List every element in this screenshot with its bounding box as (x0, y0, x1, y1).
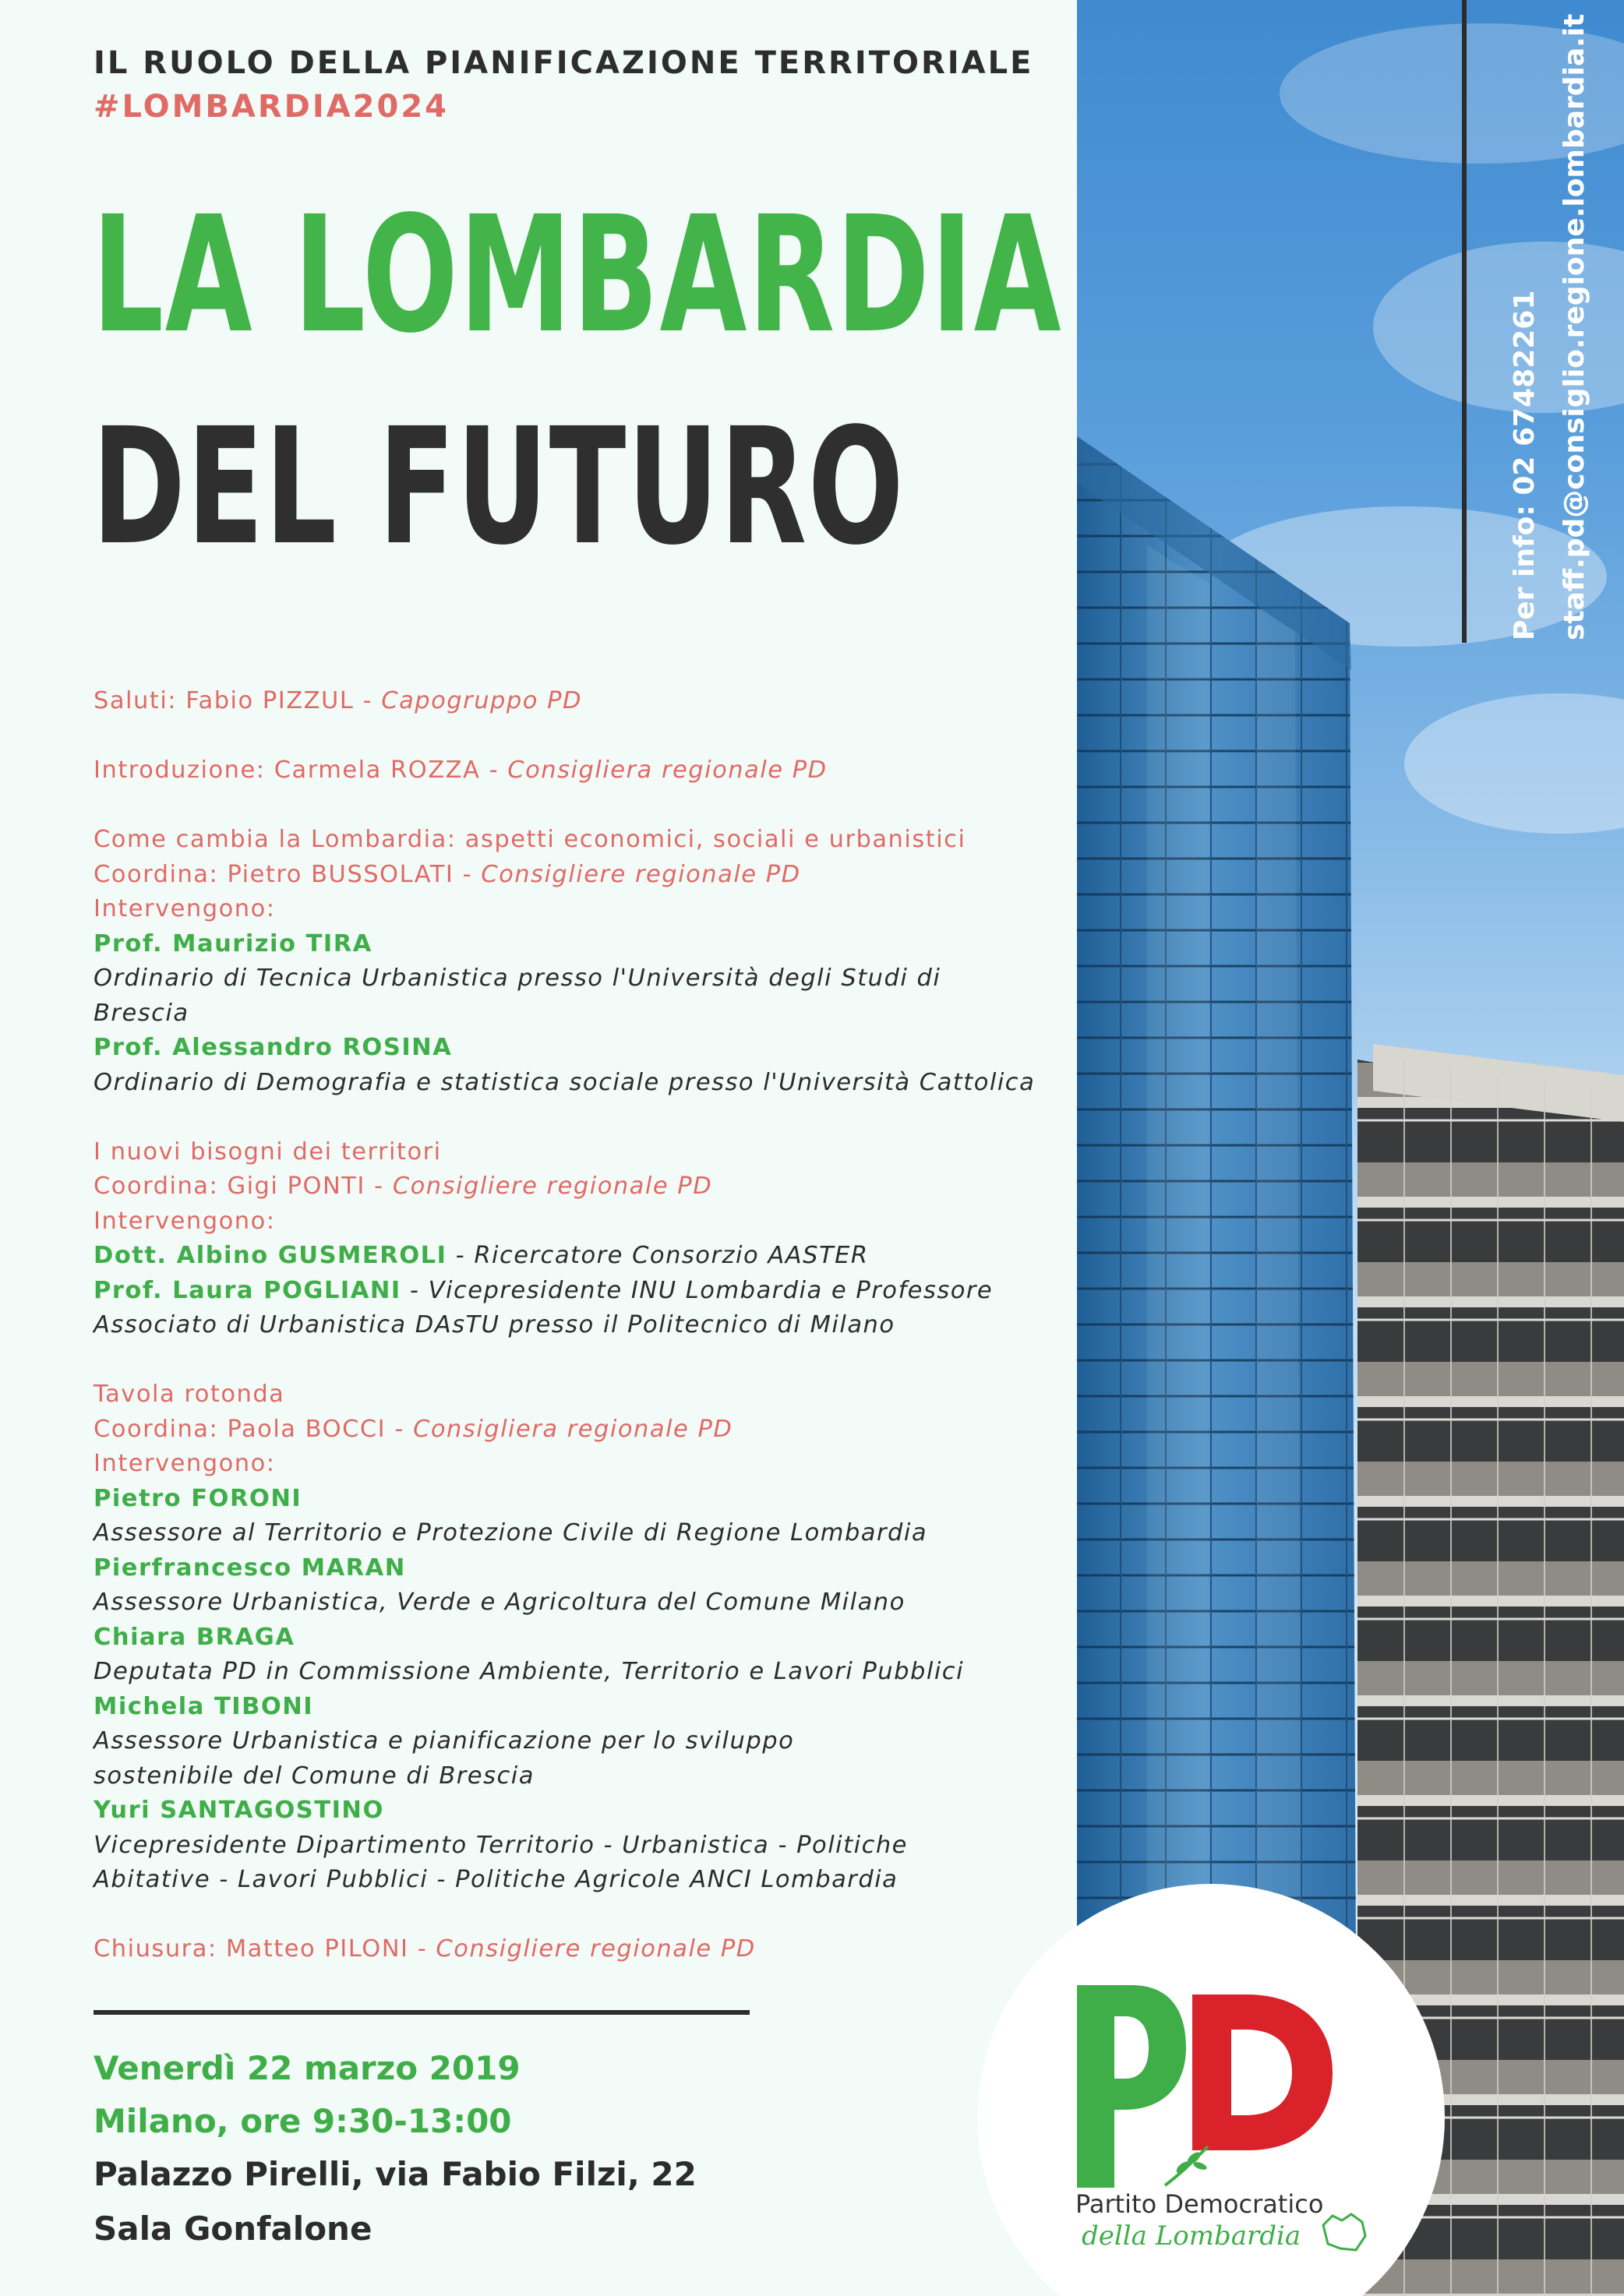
event-date: Venerdì 22 marzo 2019 (94, 2049, 521, 2087)
saluti-line (94, 684, 1052, 719)
event-time: Milano, ore 9:30-13:00 (94, 2102, 512, 2140)
session2-speaker2 (94, 1274, 1052, 1309)
session1-coord (94, 858, 1052, 893)
speaker-role: Associato di Urbanistica DAsTU presso il Politecnico di Milano (94, 1311, 895, 1338)
olive-branch-icon (1161, 2143, 1216, 2189)
logo-line-2: della Lombardia (1082, 2220, 1301, 2252)
introduzione-line (94, 753, 1052, 788)
chiusura-line (94, 1932, 1052, 1967)
session2-title: I nuovi bisogni dei territori (94, 1137, 442, 1166)
speaker-name: Prof. Laura POGLIANI (94, 1276, 401, 1304)
speaker-name: Yuri SANTAGOSTINO (94, 1797, 384, 1824)
event-hashtag: #LOMBARDIA2024 (94, 89, 450, 125)
session1-coord-label: Coordina: Pietro BUSSOLATI - (94, 860, 482, 888)
speaker-role: Ordinario di Tecnica Urbanistica presso l'Università degli Studi di (94, 965, 941, 992)
divider (94, 2010, 750, 2015)
speaker-role: sostenibile del Comune di Brescia (94, 1762, 535, 1790)
introduzione-role: Consigliera regionale PD (507, 757, 828, 784)
contact-phone: Per info: 02 67482261 (1509, 290, 1541, 640)
session3-coord-role: Consigliera regionale PD (413, 1415, 733, 1443)
speaker-name: Chiara BRAGA (94, 1623, 295, 1651)
speaker-role: Abitative - Lavori Pubblici - Politiche Agricole ANCI Lombardia (94, 1866, 898, 1893)
chiusura-role: Consigliere regionale PD (436, 1935, 756, 1963)
speaker-role: Vicepresidente Dipartimento Territorio - Urbanistica - Politiche (94, 1831, 908, 1859)
pd-logo-d-icon (1192, 1994, 1333, 2150)
session2-coord-label: Coordina: Gigi PONTI - (94, 1173, 393, 1200)
speaker-role: Deputata PD in Commissione Ambiente, Territorio e Lavori Pubblici (94, 1658, 965, 1685)
lombardia-map-icon (1317, 2210, 1372, 2256)
title-line-1: LA LOMBARDIA (92, 182, 1063, 369)
vertical-divider (1462, 0, 1467, 643)
speaker-name: Prof. Maurizio TIRA (94, 929, 372, 958)
title-line-2: DEL FUTURO (92, 393, 906, 580)
speaker-role: Assessore Urbanistica, Verde e Agricoltura del Comune Milano (94, 1589, 906, 1616)
speaker-role: - Ricercatore Consorzio AASTER (447, 1242, 869, 1269)
chiusura-label: Chiusura: Matteo PILONI - (94, 1935, 436, 1963)
saluti-role: Capogruppo PD (381, 687, 582, 714)
session1-coord-role: Consigliere regionale PD (481, 860, 801, 888)
speaker-role: - Vicepresidente INU Lombardia e Professore (401, 1276, 994, 1304)
session2-intervengono: Intervengono: (94, 1207, 276, 1235)
speaker-role: Assessore Urbanistica e pianificazione per lo sviluppo (94, 1727, 795, 1755)
session2-coord (94, 1169, 1052, 1204)
speaker-name: Dott. Albino GUSMEROLI (94, 1242, 447, 1269)
event-room: Sala Gonfalone (94, 2210, 372, 2248)
session3-intervengono: Intervengono: (94, 1450, 276, 1477)
session1-intervengono: Intervengono: (94, 895, 276, 922)
session3-coord-label: Coordina: Paola BOCCI - (94, 1415, 414, 1443)
session3-title: Tavola rotonda (94, 1381, 285, 1408)
program-list (94, 684, 1052, 1967)
contact-email: staff.pd@consiglio.regione.lombardia.it (1559, 13, 1590, 640)
speaker-role: Ordinario di Demografia e statistica sociale presso l'Università Cattolica (94, 1068, 1036, 1096)
speaker-name: Pietro FORONI (94, 1484, 302, 1512)
introduzione-label: Introduzione: Carmela ROZZA - (94, 757, 508, 784)
speaker-name: Michela TIBONI (94, 1692, 314, 1720)
speaker-name: Pierfrancesco MARAN (94, 1554, 406, 1582)
speaker-name: Prof. Alessandro ROSINA (94, 1034, 453, 1061)
session3-coord (94, 1413, 1052, 1448)
session1-title: Come cambia la Lombardia: aspetti economici, sociali e urbanistici (94, 826, 966, 853)
session2-coord-role: Consigliere regionale PD (392, 1173, 713, 1200)
event-venue: Palazzo Pirelli, via Fabio Filzi, 22 (94, 2155, 697, 2193)
event-pretitle: IL RUOLO DELLA PIANIFICAZIONE TERRITORIALE (94, 45, 1034, 81)
speaker-role: Brescia (94, 999, 189, 1027)
logo-line-1: Partito Democratico (1075, 2189, 1324, 2219)
session2-speaker1 (94, 1239, 1052, 1274)
speaker-role: Assessore al Territorio e Protezione Civile di Regione Lombardia (94, 1519, 928, 1547)
saluti-label: Saluti: Fabio PIZZUL - (94, 687, 382, 714)
